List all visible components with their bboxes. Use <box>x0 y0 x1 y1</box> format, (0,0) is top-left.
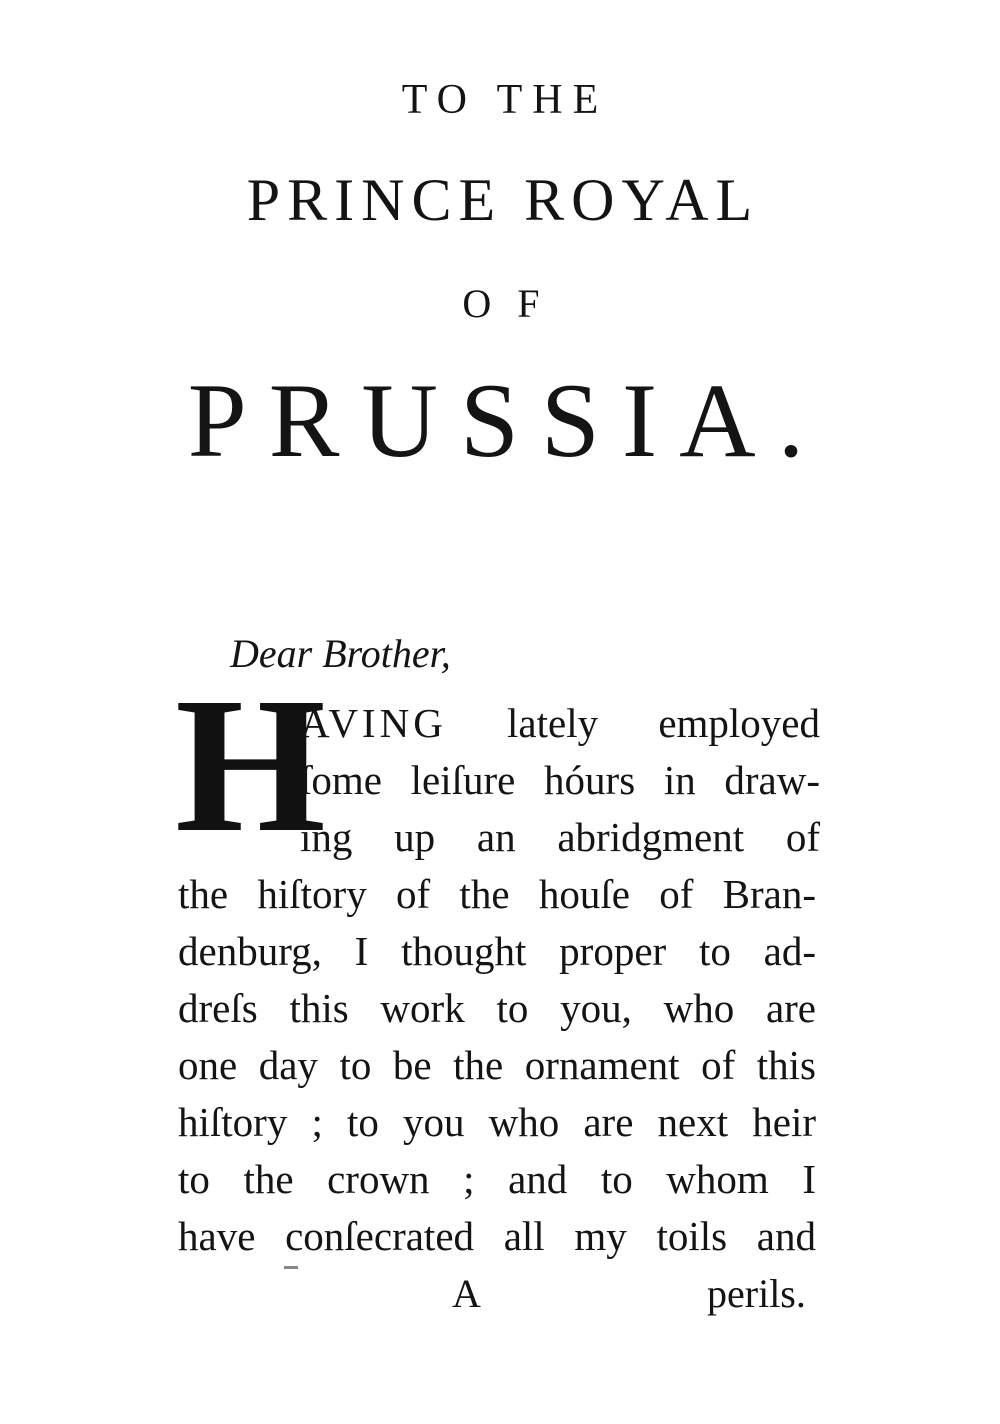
body-line-2: ſome leiſure hóurs in draw- <box>300 757 820 803</box>
drop-cap: H <box>175 657 324 872</box>
body-line-1-rest: lately employed <box>507 700 820 746</box>
body-line-4: the hiſtory of the houſe of Bran- <box>178 871 816 917</box>
body-line-3: ing up an abridgment of <box>300 814 820 860</box>
ink-smudge <box>284 1266 298 1269</box>
title-line-prussia: PRUSSIA. <box>187 362 827 479</box>
signature-mark: A <box>452 1271 481 1316</box>
body-line-10: have conſecrated all my toils and <box>178 1213 816 1259</box>
body-line-5: denburg, I thought proper to ad- <box>178 928 816 974</box>
body-line-7: one day to be the ornament of this <box>178 1042 816 1088</box>
title-line-to-the: TO THE <box>401 77 609 123</box>
body-line-8: hiſtory ; to you who are next heir <box>178 1099 816 1145</box>
small-caps-word: AVING <box>300 700 447 746</box>
body-line-9: to the crown ; and to whom I <box>178 1156 816 1202</box>
salutation: Dear Brother, <box>230 631 451 676</box>
catchword: perils. <box>707 1271 806 1316</box>
title-line-prince-royal: PRINCE ROYAL <box>246 167 760 233</box>
body-line-1 <box>300 698 820 748</box>
body-line-6: dreſs this work to you, who are <box>178 985 816 1031</box>
title-line-of: OF <box>462 281 566 326</box>
